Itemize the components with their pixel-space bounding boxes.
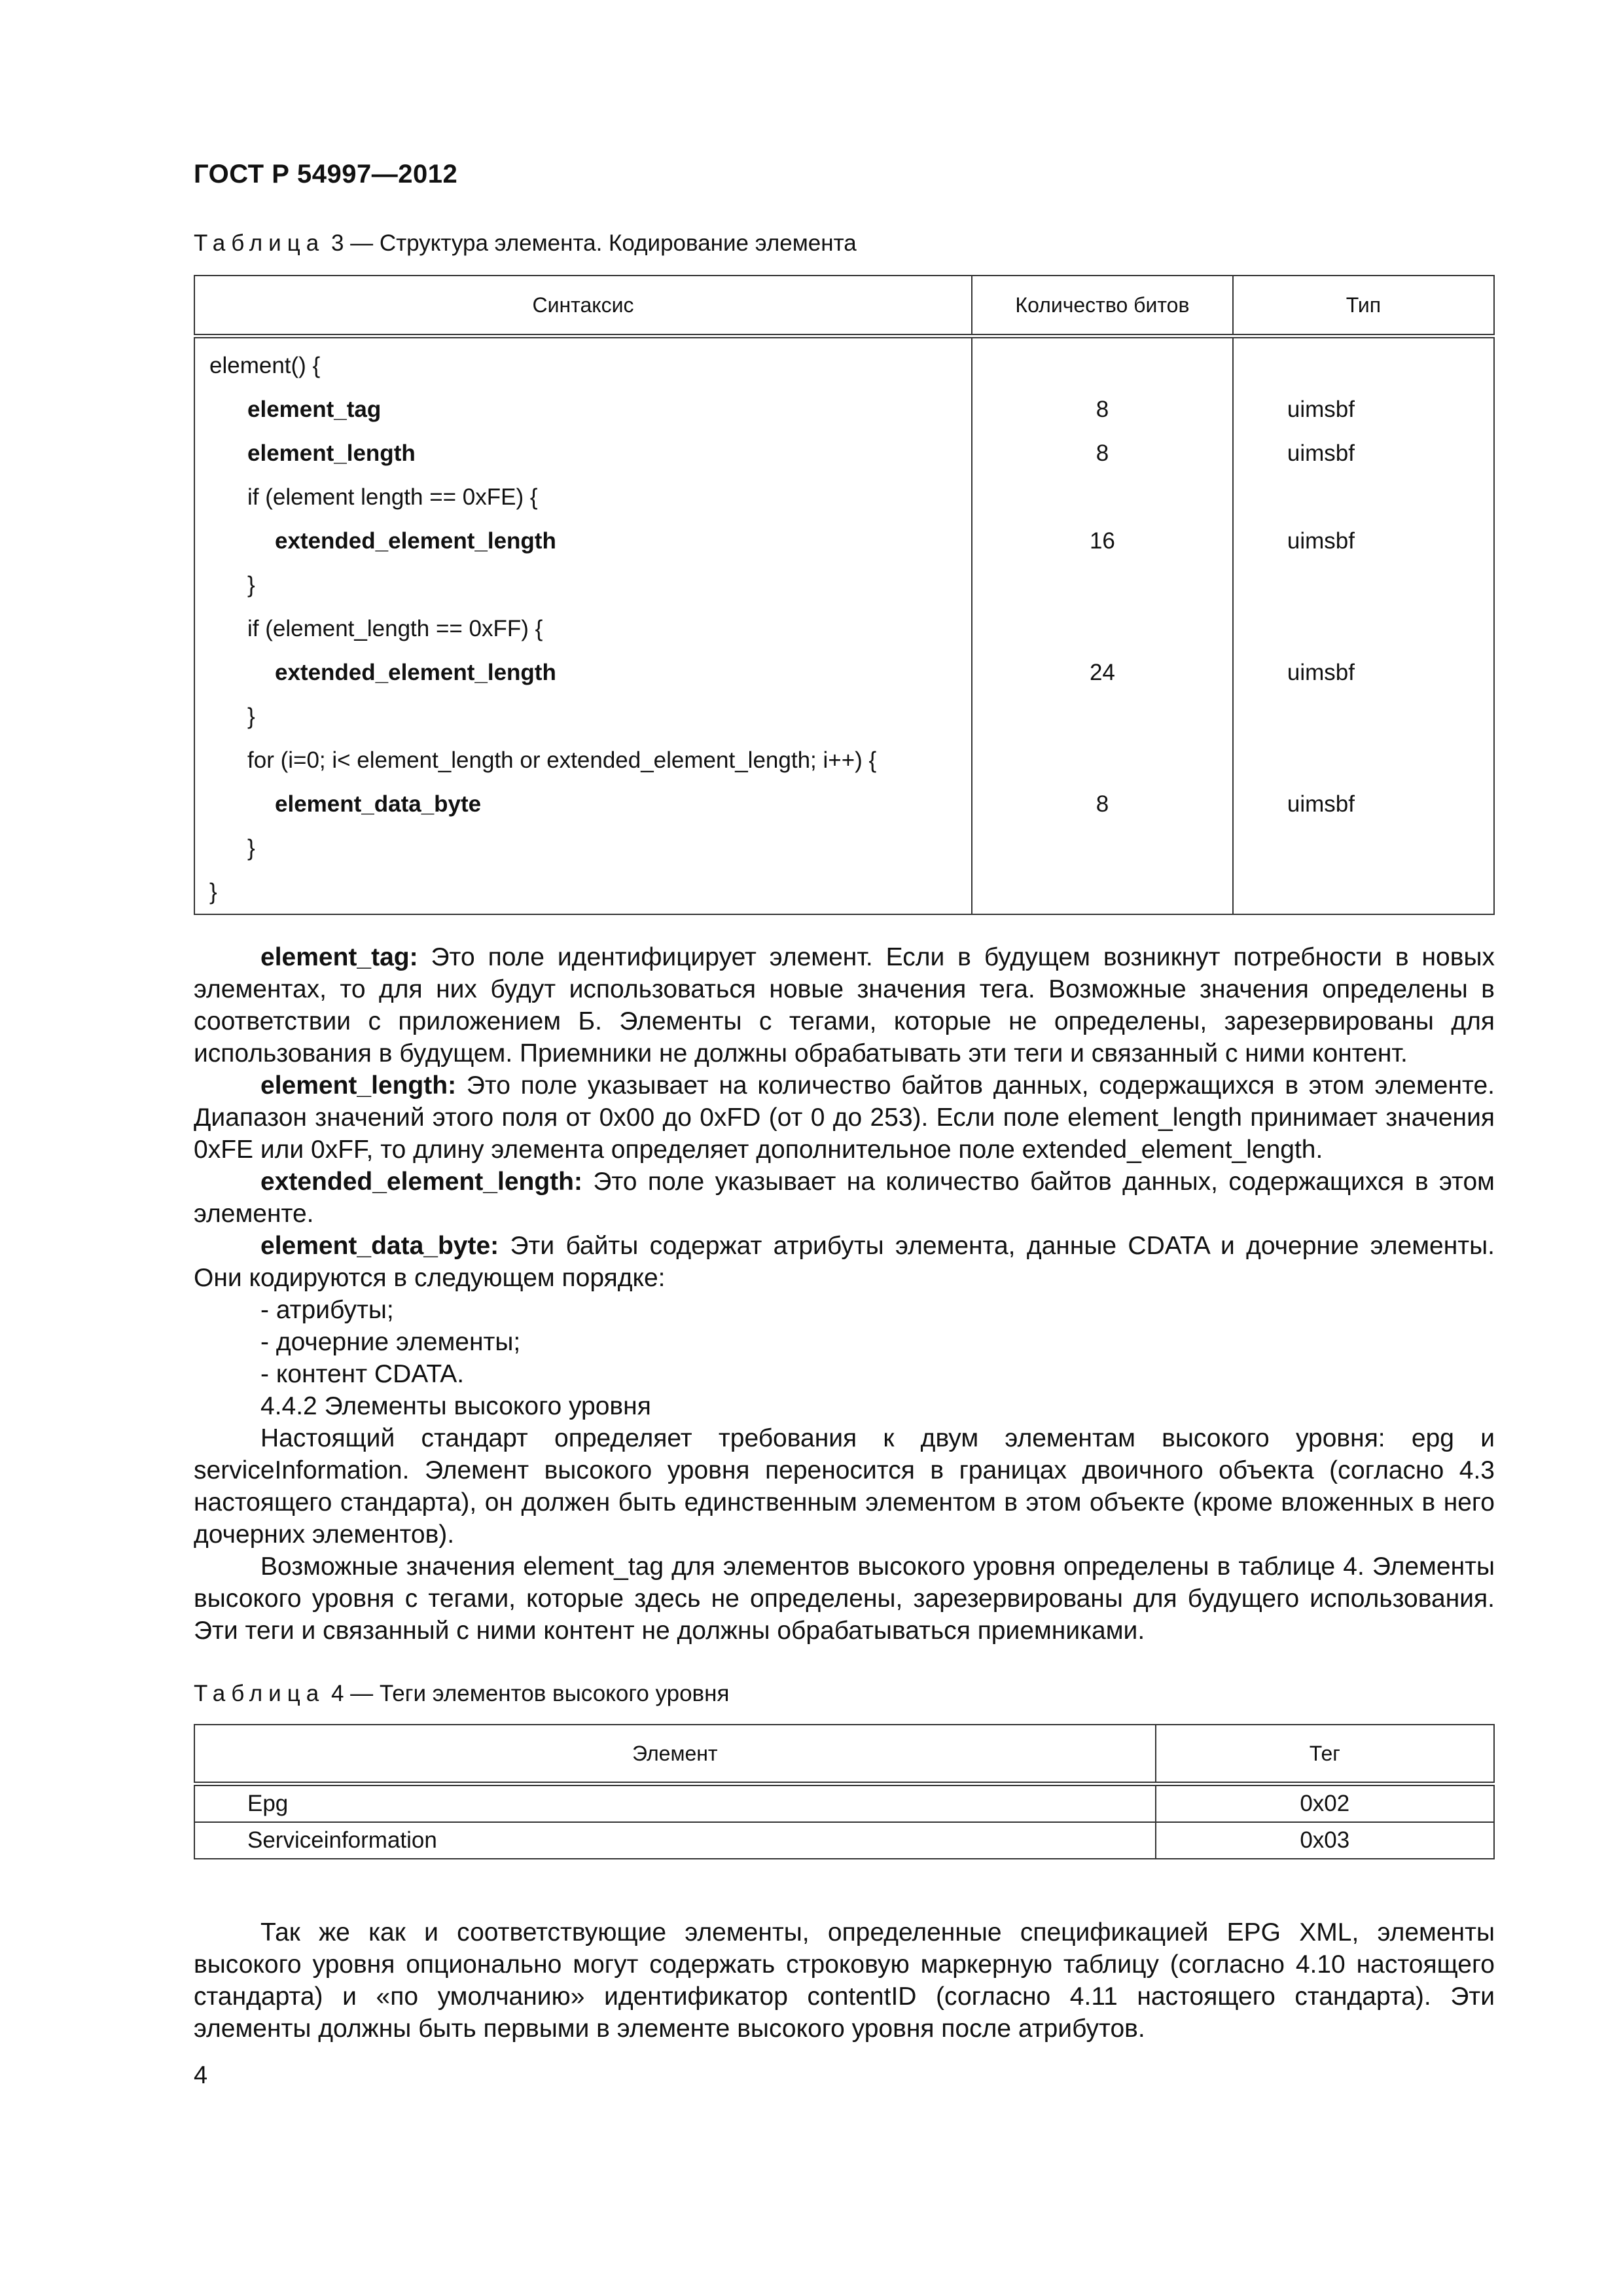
body-text	[194, 941, 1495, 1647]
element-cell: Serviceinformation	[194, 1822, 1156, 1859]
type-cell	[1234, 344, 1493, 387]
syntax-line: if (element length == 0xFE) {	[247, 484, 538, 510]
type-cell	[1234, 694, 1493, 738]
bits-cell	[972, 826, 1232, 870]
type-column	[1233, 336, 1494, 915]
tag-cell: 0x02	[1156, 1784, 1494, 1823]
syntax-line: }	[247, 572, 255, 598]
syntax-line: extended_element_length	[275, 660, 556, 685]
type-cell	[1234, 607, 1493, 651]
document-header: ГОСТ Р 54997—2012	[194, 160, 458, 188]
table-row	[194, 1822, 1494, 1859]
type-cell: uimsbf	[1287, 440, 1355, 466]
table4-caption	[194, 1681, 729, 1707]
list-item: - атрибуты;	[260, 1296, 394, 1324]
term-extended-element-length: extended_element_length:	[260, 1168, 582, 1196]
header-tag: Тег	[1156, 1725, 1494, 1784]
bits-cell	[972, 607, 1232, 651]
syntax-line: element_length	[247, 440, 416, 466]
table4-caption-label: Таблица	[194, 1681, 325, 1706]
type-cell: uimsbf	[1287, 397, 1355, 422]
type-cell	[1234, 738, 1493, 782]
tag-cell: 0x03	[1156, 1822, 1494, 1859]
header-syntax: Синтаксис	[194, 276, 972, 336]
bits-cell	[972, 694, 1232, 738]
element-cell: Epg	[194, 1784, 1156, 1823]
page-number: 4	[194, 2062, 208, 2089]
list-item: - дочерние элементы;	[260, 1328, 521, 1356]
syntax-line: for (i=0; i< element_length or extended_element_length; i++) {	[247, 747, 877, 773]
bits-cell	[972, 738, 1232, 782]
type-cell: uimsbf	[1287, 528, 1355, 554]
paragraph-high-level: Настоящий стандарт определяет требования к двум элементам высокого уровня: epg и serviceInformation. Элемент высокого уровня переносится в границах двоичного объекта (согласно 4.3 настоящего стандарта), он должен быть единственным элементом в этом объекте (кроме вложенных в него дочерних элементов).	[194, 1424, 1495, 1549]
bits-cell: 8	[1096, 791, 1109, 817]
element-structure-table	[194, 275, 1495, 915]
table3-caption-label: Таблица	[194, 230, 325, 256]
syntax-column	[194, 336, 972, 915]
table-header-row	[194, 1725, 1494, 1784]
list-item: - контент CDATA.	[260, 1360, 465, 1388]
syntax-line: }	[247, 835, 255, 861]
paragraph-element-tag-values: Возможные значения element_tag для элементов высокого уровня определены в таблице 4. Элементы высокого уровня с тегами, которые здесь не определены, зарезервированы для будущего использования. Эти теги и связанный с ними контент не должны обрабатываться приемниками.	[194, 1552, 1495, 1645]
table4-caption-text: 4 — Теги элементов высокого уровня	[325, 1681, 730, 1706]
bits-cell	[972, 870, 1232, 914]
term-element-tag: element_tag:	[260, 943, 418, 971]
type-cell	[1234, 563, 1493, 607]
table-row	[194, 1784, 1494, 1823]
syntax-line: extended_element_length	[275, 528, 556, 554]
header-type: Тип	[1233, 276, 1494, 336]
bits-cell: 24	[1089, 660, 1115, 685]
type-cell	[1234, 826, 1493, 870]
paragraph-after-table: Так же как и соответствующие элементы, определенные спецификацией EPG XML, элементы высокого уровня опционально могут содержать строковую маркерную таблицу (согласно 4.10 настоящего стандарта) и «по умолчанию» идентификатор contentID (согласно 4.11 настоящего стандарта). Эти элементы должны быть первыми в элементе высокого уровня после атрибутов.	[194, 1918, 1495, 2043]
type-cell	[1234, 475, 1493, 519]
bits-cell	[972, 344, 1232, 387]
high-level-tags-table	[194, 1724, 1495, 1859]
type-cell	[1234, 870, 1493, 914]
term-element-data-byte: element_data_byte:	[260, 1232, 499, 1260]
syntax-line: if (element_length == 0xFF) {	[247, 616, 543, 641]
table-body-row	[194, 336, 1494, 915]
syntax-line: element_data_byte	[275, 791, 482, 817]
paragraph-element-data-byte	[194, 1230, 1495, 1294]
paragraph-element-length	[194, 1069, 1495, 1166]
bits-cell: 8	[1096, 440, 1109, 466]
paragraph-text: Это поле идентифицирует элемент. Если в будущем возникнут потребности в новых элементах, то для них будут использоваться новые значения тега. Возможные значения определены в соответствии с приложением Б. Элементы с тегами, которые не определены, зарезервированы для использования в будущем. Приемники не должны обрабатывать эти теги и связанный с ними контент.	[194, 943, 1495, 1067]
header-element: Элемент	[194, 1725, 1156, 1784]
bits-cell: 16	[1089, 528, 1115, 554]
syntax-line: }	[247, 704, 255, 729]
header-bits: Количество битов	[972, 276, 1233, 336]
table3-caption-text: 3 — Структура элемента. Кодирование элемента	[325, 230, 857, 256]
bits-cell	[972, 475, 1232, 519]
section-heading: 4.4.2 Элементы высокого уровня	[260, 1392, 651, 1420]
syntax-line: element() {	[209, 353, 321, 378]
table-header-row	[194, 276, 1494, 336]
type-cell: uimsbf	[1287, 791, 1355, 817]
syntax-line: }	[209, 879, 217, 905]
table3-caption	[194, 230, 857, 257]
bits-cell	[972, 563, 1232, 607]
paragraph-text: Это поле указывает на количество байтов данных, содержащихся в этом элементе. Диапазон значений этого поля от 0x00 до 0xFD (от 0 до 253). Если поле element_length принимает значения 0xFE или 0xFF, то длину элемента определяет дополнительное поле extended_element_length.	[194, 1071, 1495, 1164]
paragraph-text: Это поле указывает на количество байтов данных, содержащихся в этом элементе.	[194, 1168, 1495, 1228]
paragraph-text: Эти байты содержат атрибуты элемента, данные CDATA и дочерние элементы. Они кодируются в следующем порядке:	[194, 1232, 1495, 1292]
paragraph-element-tag	[194, 941, 1495, 1069]
bits-cell: 8	[1096, 397, 1109, 422]
syntax-line: element_tag	[247, 397, 382, 422]
paragraph-extended-element-length	[194, 1166, 1495, 1230]
term-element-length: element_length:	[260, 1071, 457, 1100]
type-cell: uimsbf	[1287, 660, 1355, 685]
bits-column	[972, 336, 1233, 915]
